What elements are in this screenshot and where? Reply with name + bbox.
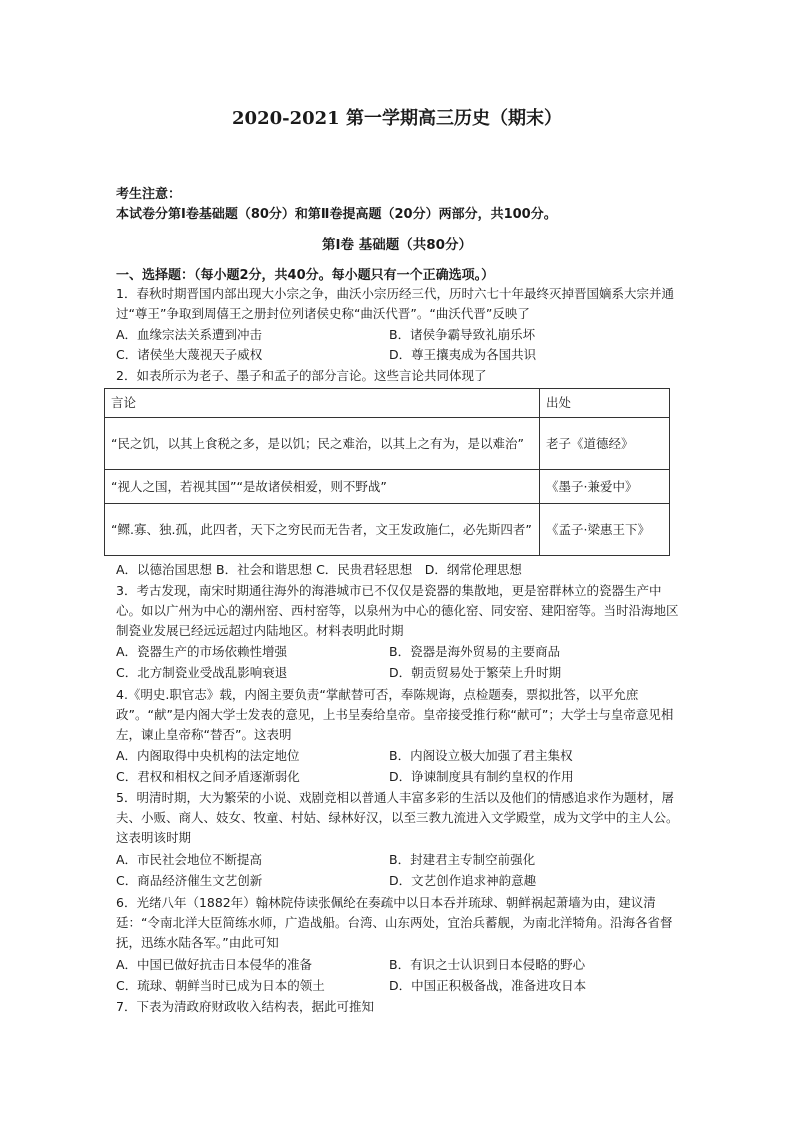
question-5-stem: 5．明清时期，大为繁荣的小说、戏剧竞相以普通人丰富多彩的生活以及他们的情感追求作为题材，屠夫、小贩、商人、妓女、牧童、村姑、绿林好汉，以至三教九流进入文学殿堂，成为文学中的主人公。这表明该时期 [116,790,679,845]
question-3-option-d: D．朝贡贸易处于繁荣上升时期 [389,665,562,680]
table-row [105,470,670,504]
question-4-stem: 4.《明史.职官志》载，内阁主要负责“掌献替可否，奉陈规诲，点检题奏，票拟批答，以平允庶政”。“献”是内阁大学士发表的意见，上书呈奏给皇帝。皇帝接受推行称“献可”；大学士与皇帝意见相左，谏止皇帝称“替否”。这表明 [116,687,674,742]
question-1-option-d: D．尊王攘夷成为各国共识 [389,347,537,362]
quotes-table [104,388,670,556]
question-3-option-a: A．瓷器生产的市场依赖性增强 [116,644,288,659]
table-header-cell: 言论 [105,389,540,418]
question-5-option-d: D．文艺创作追求神韵意趣 [389,873,537,888]
question-4-option-c: C．君权和相权之间矛盾逐渐弱化 [116,769,300,784]
question-4-option-b: B．内阁设立极大加强了君主集权 [389,748,573,763]
question-4-option-a: A．内阁取得中央机构的法定地位 [116,748,300,763]
table-cell-source: 《墨子·兼爱中》 [540,470,670,504]
table-cell-source: 《孟子·梁惠王下》 [540,504,670,556]
question-6-option-b: B．有识之士认识到日本侵略的野心 [389,957,586,972]
question-5-option-c: C．商品经济催生文艺创新 [116,873,263,888]
part-title: 一、选择题：（每小题2分，共40分。每小题只有一个正确选项。） [116,268,495,283]
question-3-option-b: B．瓷器是海外贸易的主要商品 [389,644,561,659]
table-cell-quote: “民之饥，以其上食税之多，是以饥；民之难治，以其上之有为，是以难治” [105,418,540,470]
table-cell-quote: “鳏.寡、独.孤，此四者，天下之穷民而无告者，文王发政施仁，必先斯四者” [105,504,540,556]
question-3-option-c: C．北方制瓷业受战乱影响衰退 [116,665,288,680]
question-1-option-a: A．血缘宗法关系遭到冲击 [116,327,263,342]
section-title: 第Ⅰ卷 基础题（共80分） [321,237,472,253]
question-3-stem: 3．考古发现，南宋时期通往海外的海港城市已不仅仅是瓷器的集散地，更是窑群林立的瓷器生产中心。如以广州为中心的潮州窑、西村窑等，以泉州为中心的德化窑、同安窑、建阳窑等。当时沿海地区制瓷业发展已经远远超过内陆地区。材料表明此时期 [116,583,679,638]
table-row [105,418,670,470]
question-6-option-a: A．中国已做好抗击日本侵华的准备 [116,957,313,972]
question-4-option-d: D．诤谏制度具有制约皇权的作用 [389,769,574,784]
notice-label: 考生注意： [116,187,182,202]
question-1-option-c: C．诸侯坐大蔑视天子威权 [116,347,263,362]
question-1-option-b: B．诸侯争霸导致礼崩乐坏 [389,327,536,342]
notice-text: 本试卷分第Ⅰ卷基础题（80分）和第Ⅱ卷提高题（20分）两部分，共100分。 [116,207,557,222]
table-cell-quote: “视人之国，若视其国”“是故诸侯相爱，则不野战” [105,470,540,504]
table-row [105,504,670,556]
table-header-cell: 出处 [540,389,670,418]
question-2-options: A．以德治国思想 B．社会和谐思想 C．民贵君轻思想 D．纲常伦理思想 [116,562,522,577]
table-cell-source: 老子《道德经》 [540,418,670,470]
question-2-stem: 2．如表所示为老子、墨子和孟子的部分言论。这些言论共同体现了 [116,368,487,383]
exam-title: 2020-2021 第一学期高三历史（期末） [232,108,562,129]
question-6-option-d: D．中国正积极备战，准备进攻日本 [389,978,587,993]
question-5-option-a: A．市民社会地位不断提高 [116,852,263,867]
question-1-stem: 1．春秋时期晋国内部出现大小宗之争，曲沃小宗历经三代，历时六七十年最终灭掉晋国嫡系大宗并通过“尊王”争取到周僖王之册封位列诸侯史称“曲沃代晋”。“曲沃代晋”反映了 [116,286,674,321]
table-header-row [105,389,670,418]
question-6-stem: 6．光绪八年（1882年）翰林院侍读张佩纶在奏疏中以日本吞并琉球、朝鲜祸起萧墙为由，建议清廷：“令南北洋大臣简练水师，广造战船。台湾、山东两处，宜治兵蓄舰，为南北洋犄角。沿海各省督抚，迅练水陆各军。”由此可知 [116,895,673,950]
question-6-option-c: C．琉球、朝鲜当时已成为日本的领土 [116,978,325,993]
question-5-option-b: B．封建君主专制空前强化 [389,852,536,867]
question-7-stem: 7．下表为清政府财政收入结构表，据此可推知 [116,999,374,1014]
